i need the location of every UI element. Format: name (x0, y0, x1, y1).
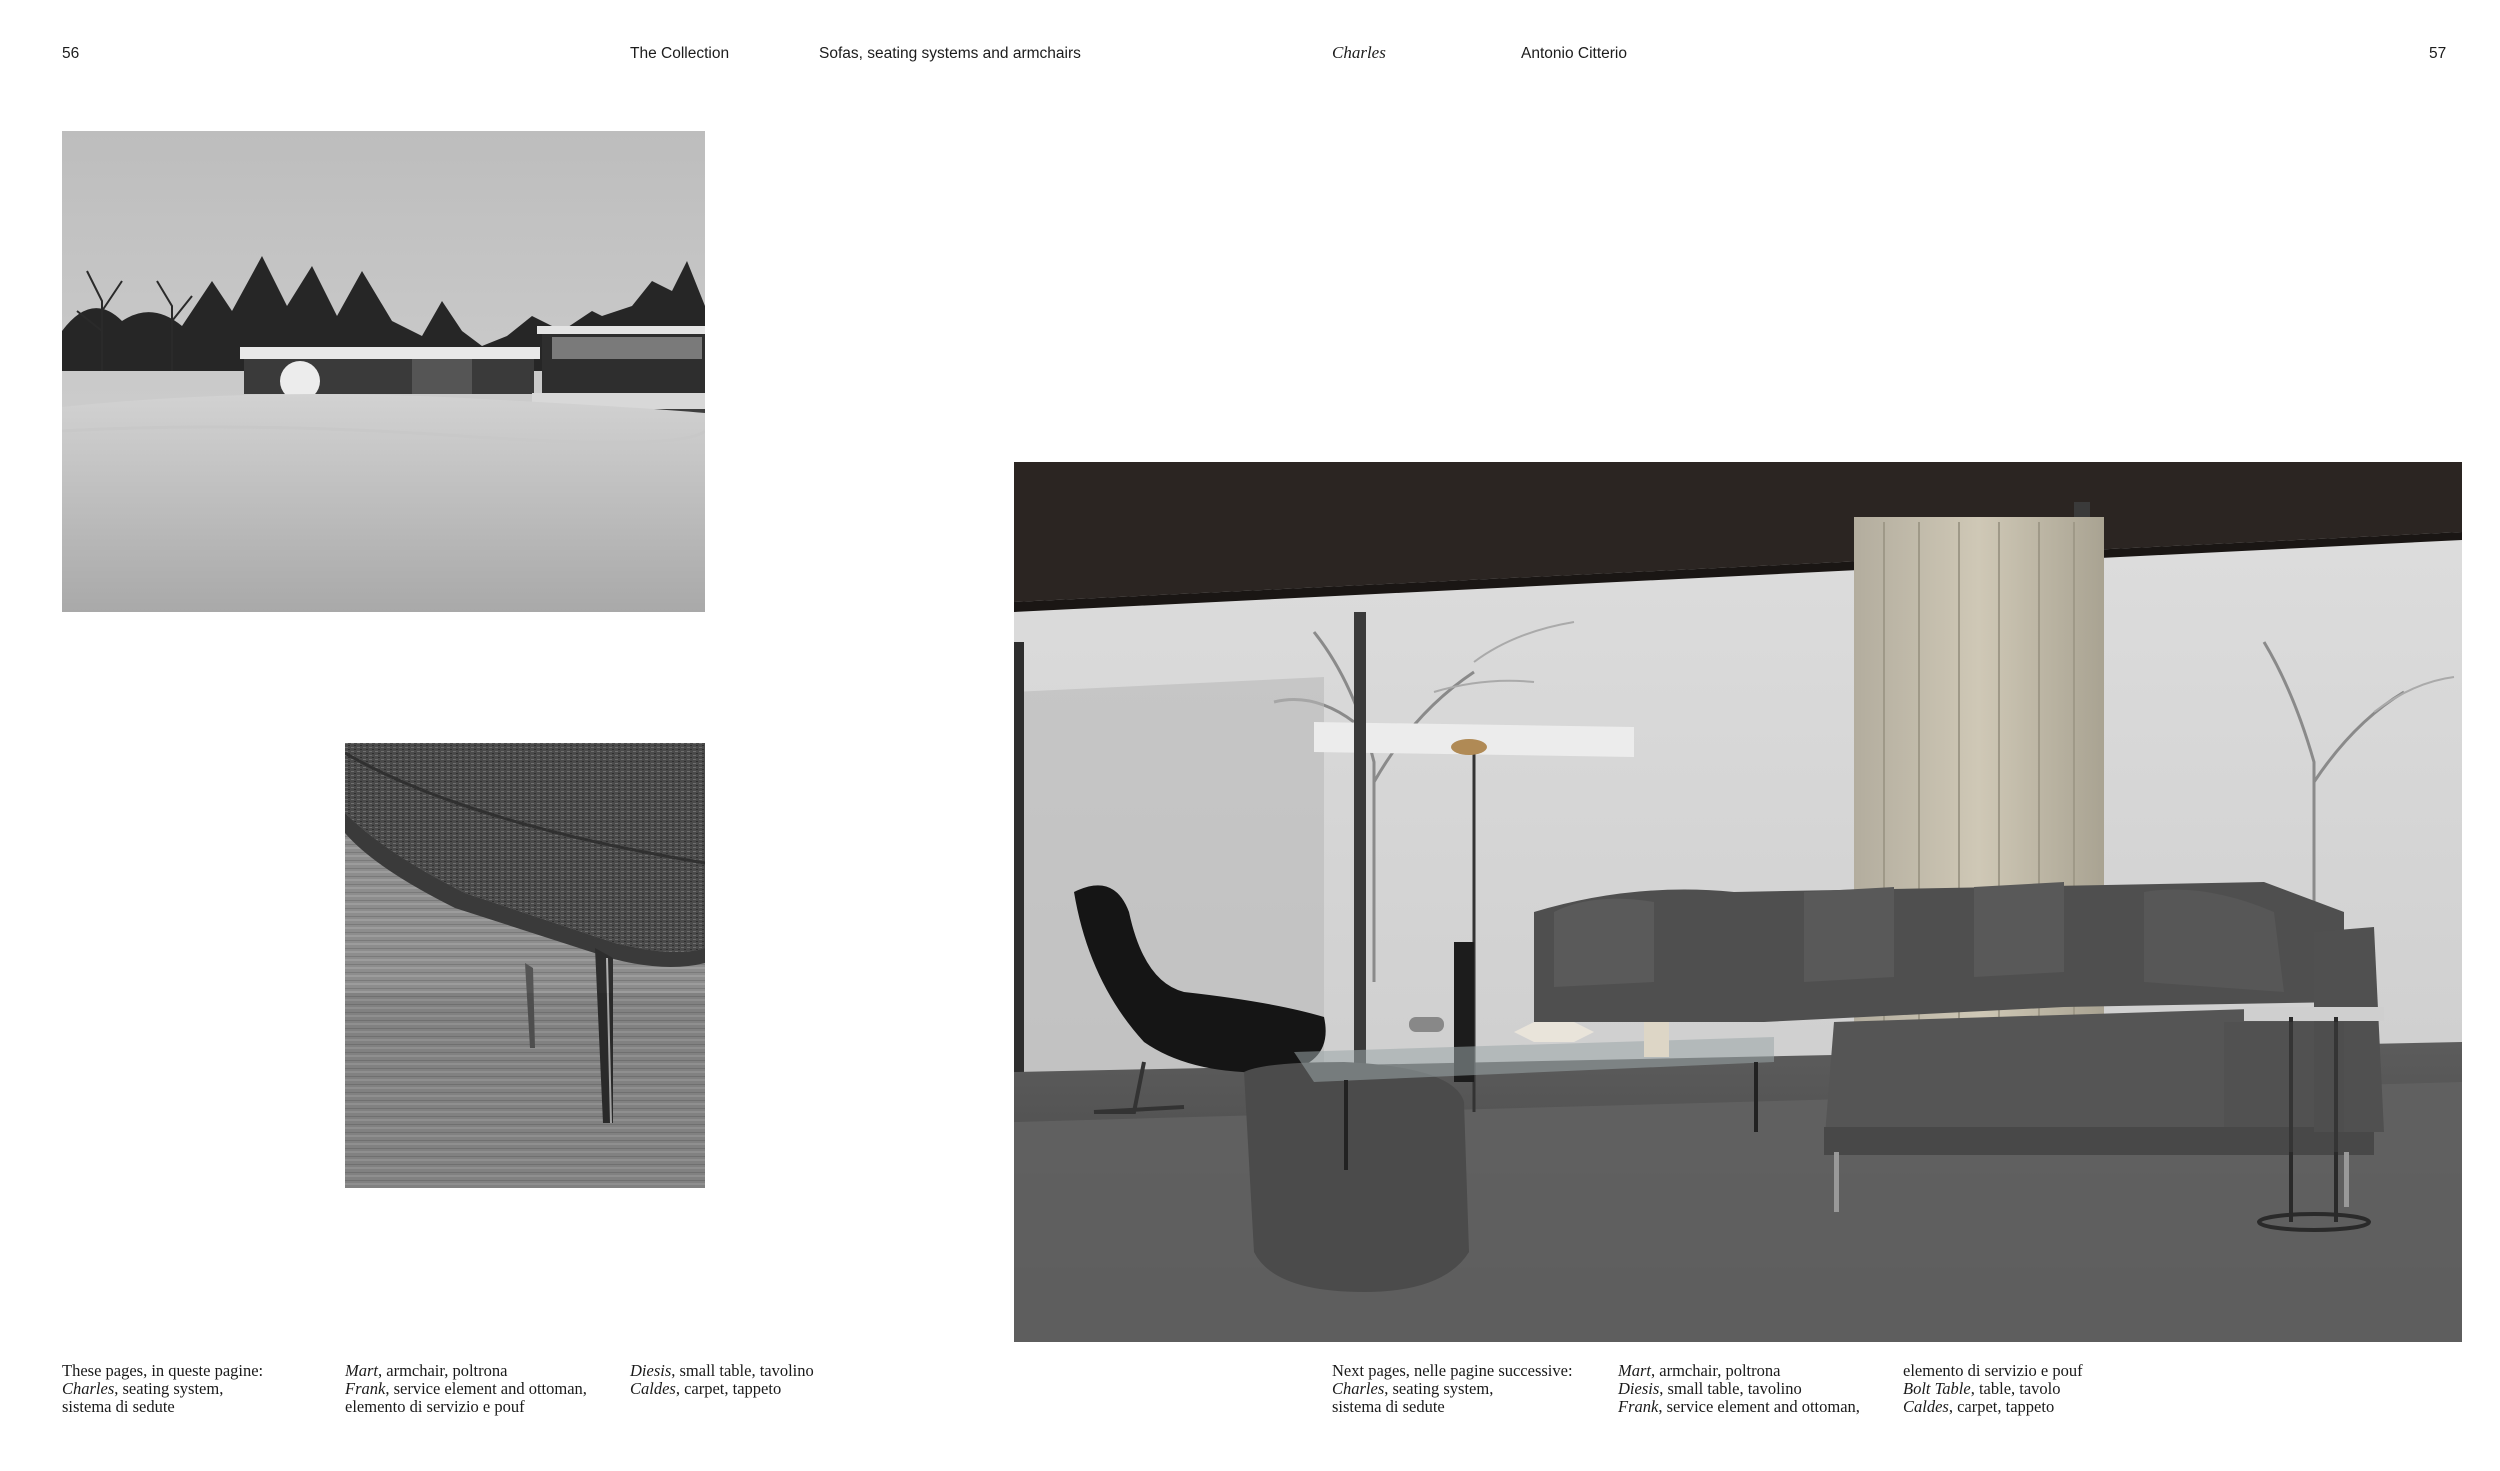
product-name: Frank (345, 1379, 386, 1398)
house-exterior-photo (62, 131, 705, 612)
caption-line: Caldes, carpet, tappeto (1903, 1397, 2055, 1416)
caption-right-col1 (1332, 1362, 1573, 1416)
section-title: The Collection (630, 45, 730, 62)
product-name: Mart (1618, 1361, 1651, 1380)
caption-left-col3 (630, 1362, 814, 1398)
product-name: Diesis (1618, 1379, 1660, 1398)
caption-line: Diesis, small table, tavolino (630, 1361, 814, 1380)
product-name: Diesis (630, 1361, 672, 1380)
product-name: Mart (345, 1361, 378, 1380)
product-name: Caldes (1903, 1397, 1949, 1416)
product-name: Charles (62, 1379, 115, 1398)
caption-line: sistema di sedute (1332, 1397, 1445, 1416)
caption-line: Frank, service element and ottoman, (345, 1379, 587, 1398)
product-name: Bolt Table (1903, 1379, 1971, 1398)
caption-right-col3 (1903, 1362, 2083, 1416)
caption-line: elemento di servizio e pouf (1903, 1361, 2083, 1380)
caption-left-col2 (345, 1362, 587, 1416)
product-name: Charles (1332, 43, 1386, 62)
living-room-photo (1014, 462, 2462, 1342)
caption-line: Bolt Table, table, tavolo (1903, 1379, 2061, 1398)
caption-line: Frank, service element and ottoman, (1618, 1397, 1860, 1416)
category-title: Sofas, seating systems and armchairs (819, 45, 1081, 62)
page-number-right: 57 (2429, 45, 2447, 62)
caption-line: Charles, seating system, (62, 1379, 224, 1398)
caption-line: Charles, seating system, (1332, 1379, 1494, 1398)
designer-name: Antonio Citterio (1521, 45, 1627, 62)
product-name: Frank (1618, 1397, 1659, 1416)
fabric-detail-photo (345, 743, 705, 1188)
caption-line: elemento di servizio e pouf (345, 1397, 525, 1416)
caption-line: These pages, in queste pagine: (62, 1361, 264, 1380)
product-name: Caldes (630, 1379, 676, 1398)
caption-left-col1 (62, 1362, 263, 1416)
caption-line: Diesis, small table, tavolino (1618, 1379, 1802, 1398)
caption-line: Next pages, nelle pagine successive: (1332, 1361, 1573, 1380)
caption-line: sistema di sedute (62, 1397, 175, 1416)
product-name: Charles (1332, 1379, 1385, 1398)
page-number-left: 56 (62, 45, 80, 62)
caption-line: Mart, armchair, poltrona (1618, 1361, 1781, 1380)
caption-line: Mart, armchair, poltrona (345, 1361, 508, 1380)
caption-line: Caldes, carpet, tappeto (630, 1379, 782, 1398)
caption-right-col2 (1618, 1362, 1860, 1416)
